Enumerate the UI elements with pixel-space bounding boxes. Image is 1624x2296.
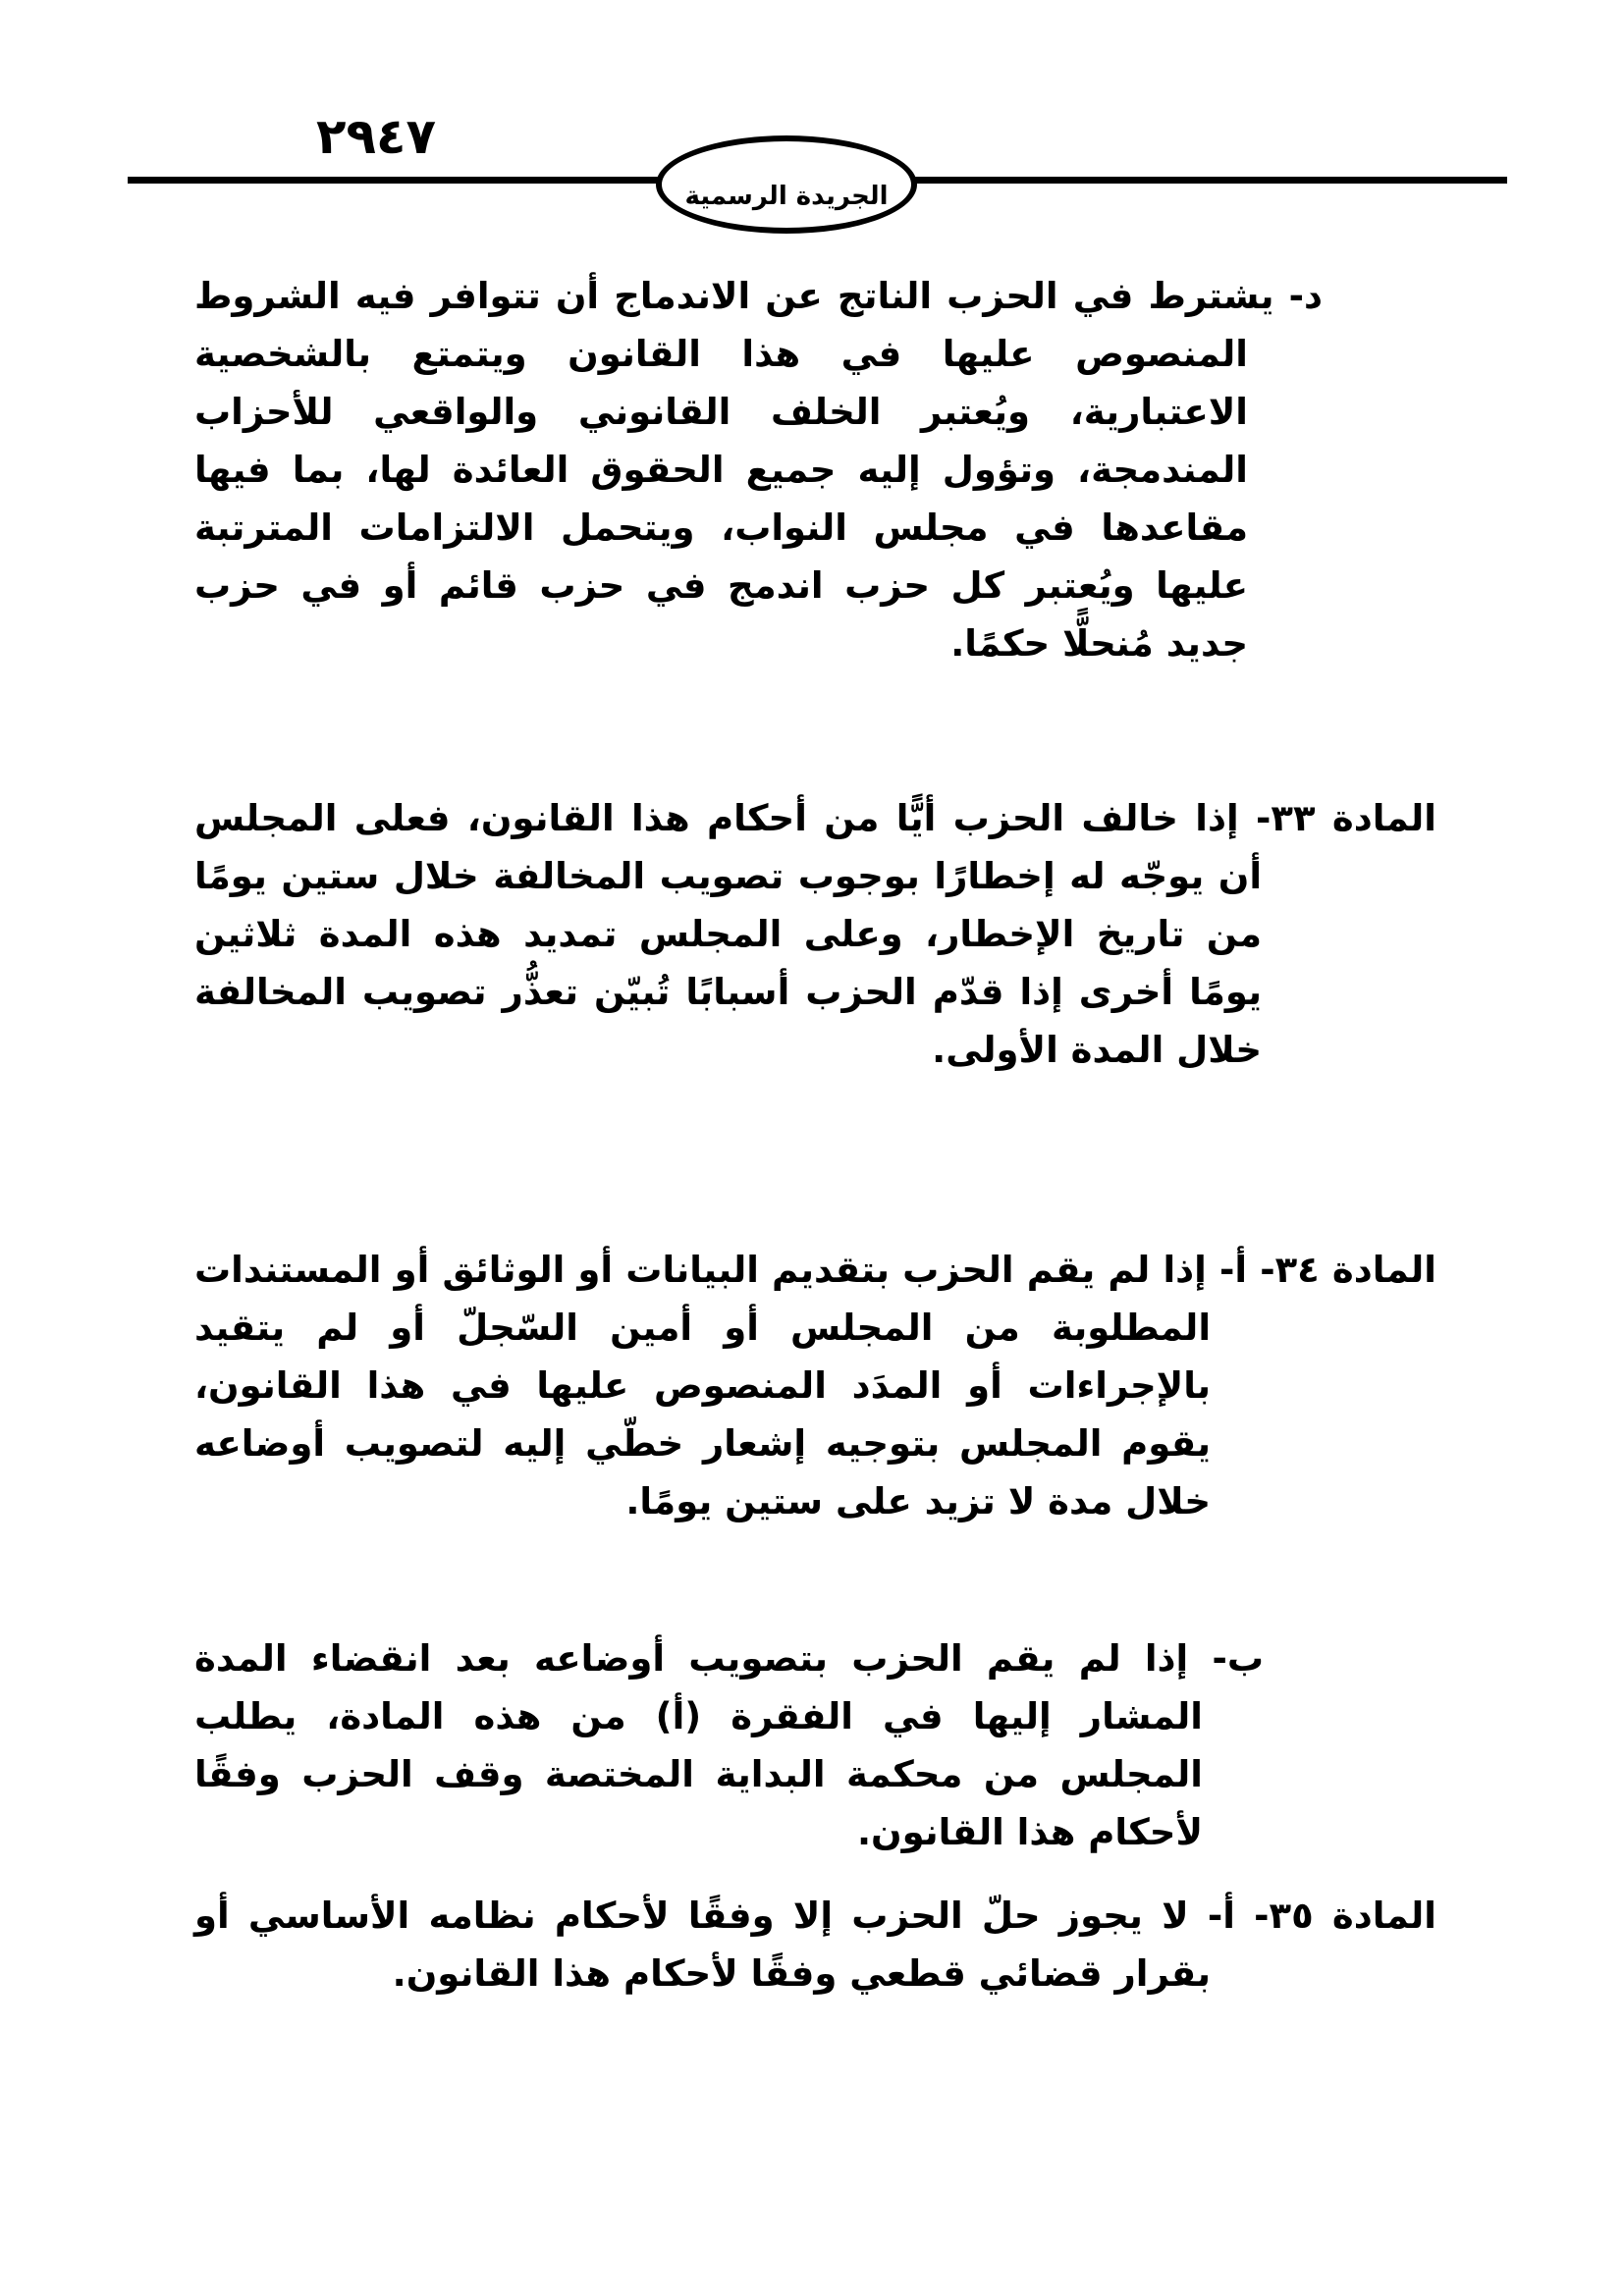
gazette-title: الجريدة الرسمية bbox=[684, 182, 889, 211]
header-rule-right bbox=[907, 177, 1507, 184]
page-number: ٢٩٤٧ bbox=[316, 108, 437, 165]
article-34-b-paragraph bbox=[194, 1629, 1264, 1861]
article-34-a-label: المادة ٣٤- أ- bbox=[1206, 1249, 1436, 1291]
article-34-a-paragraph bbox=[194, 1241, 1436, 1530]
article-35-a-label: المادة ٣٥- أ- bbox=[1188, 1895, 1436, 1937]
article-34-a-text: إذا لم يقم الحزب بتقديم البيانات أو الوثائق أو المستندات المطلوبة من المجلس أو أمين السّجلّ أو لم يتقيد بالإجراءات أو المدَد المنصوص عليها في هذا القانون، يقوم المجلس بتوجيه إشعار خطّي إليه لتصويب أوضاعه خلال مدة لا تزيد على ستين يومًا. bbox=[194, 1249, 1211, 1522]
article-34-b-label: ب- bbox=[1188, 1637, 1265, 1680]
clause-d-paragraph bbox=[194, 267, 1323, 672]
article-33-label: المادة ٣٣- bbox=[1238, 797, 1436, 839]
gazette-masthead-oval bbox=[656, 135, 917, 234]
article-34-b-text: إذا لم يقم الحزب بتصويب أوضاعه بعد انقضاء المدة المشار إليها في الفقرة (أ) من هذه المادة، يطلب المجلس من محكمة البداية المختصة وقف الحزب وفقًا لأحكام هذا القانون. bbox=[194, 1637, 1203, 1853]
article-33-text: إذا خالف الحزب أيًّا من أحكام هذا القانون، فعلى المجلس أن يوجّه له إخطارًا بوجوب تصويب المخالفة خلال ستين يومًا من تاريخ الإخطار، وعلى المجلس تمديد هذه المدة ثلاثين يومًا أخرى إذا قدّم الحزب أسبابًا تُبيّن تعذُّر تصويب المخالفة خلال المدة الأولى. bbox=[194, 797, 1262, 1071]
clause-d-label: د- bbox=[1273, 275, 1323, 317]
article-35-a-paragraph bbox=[194, 1887, 1436, 2002]
header-rule-left bbox=[128, 177, 666, 184]
article-35-a-text: لا يجوز حلّ الحزب إلا وفقًا لأحكام نظامه الأساسي أو بقرار قضائي قطعي وفقًا لأحكام هذا القانون. bbox=[194, 1895, 1211, 1995]
article-33-paragraph bbox=[194, 789, 1436, 1079]
clause-d-text: يشترط في الحزب الناتج عن الاندماج أن تتوافر فيه الشروط المنصوص عليها في هذا القانون ويتمتع بالشخصية الاعتبارية، ويُعتبر الخلف القانوني والواقعي للأحزاب المندمجة، وتؤول إليه جميع الحقوق العائدة لها، بما فيها مقاعدها في مجلس النواب، ويتحمل الالتزامات المترتبة عليها ويُعتبر كل حزب اندمج في حزب قائم أو في حزب جديد مُنحلًّا حكمًا. bbox=[194, 275, 1274, 665]
